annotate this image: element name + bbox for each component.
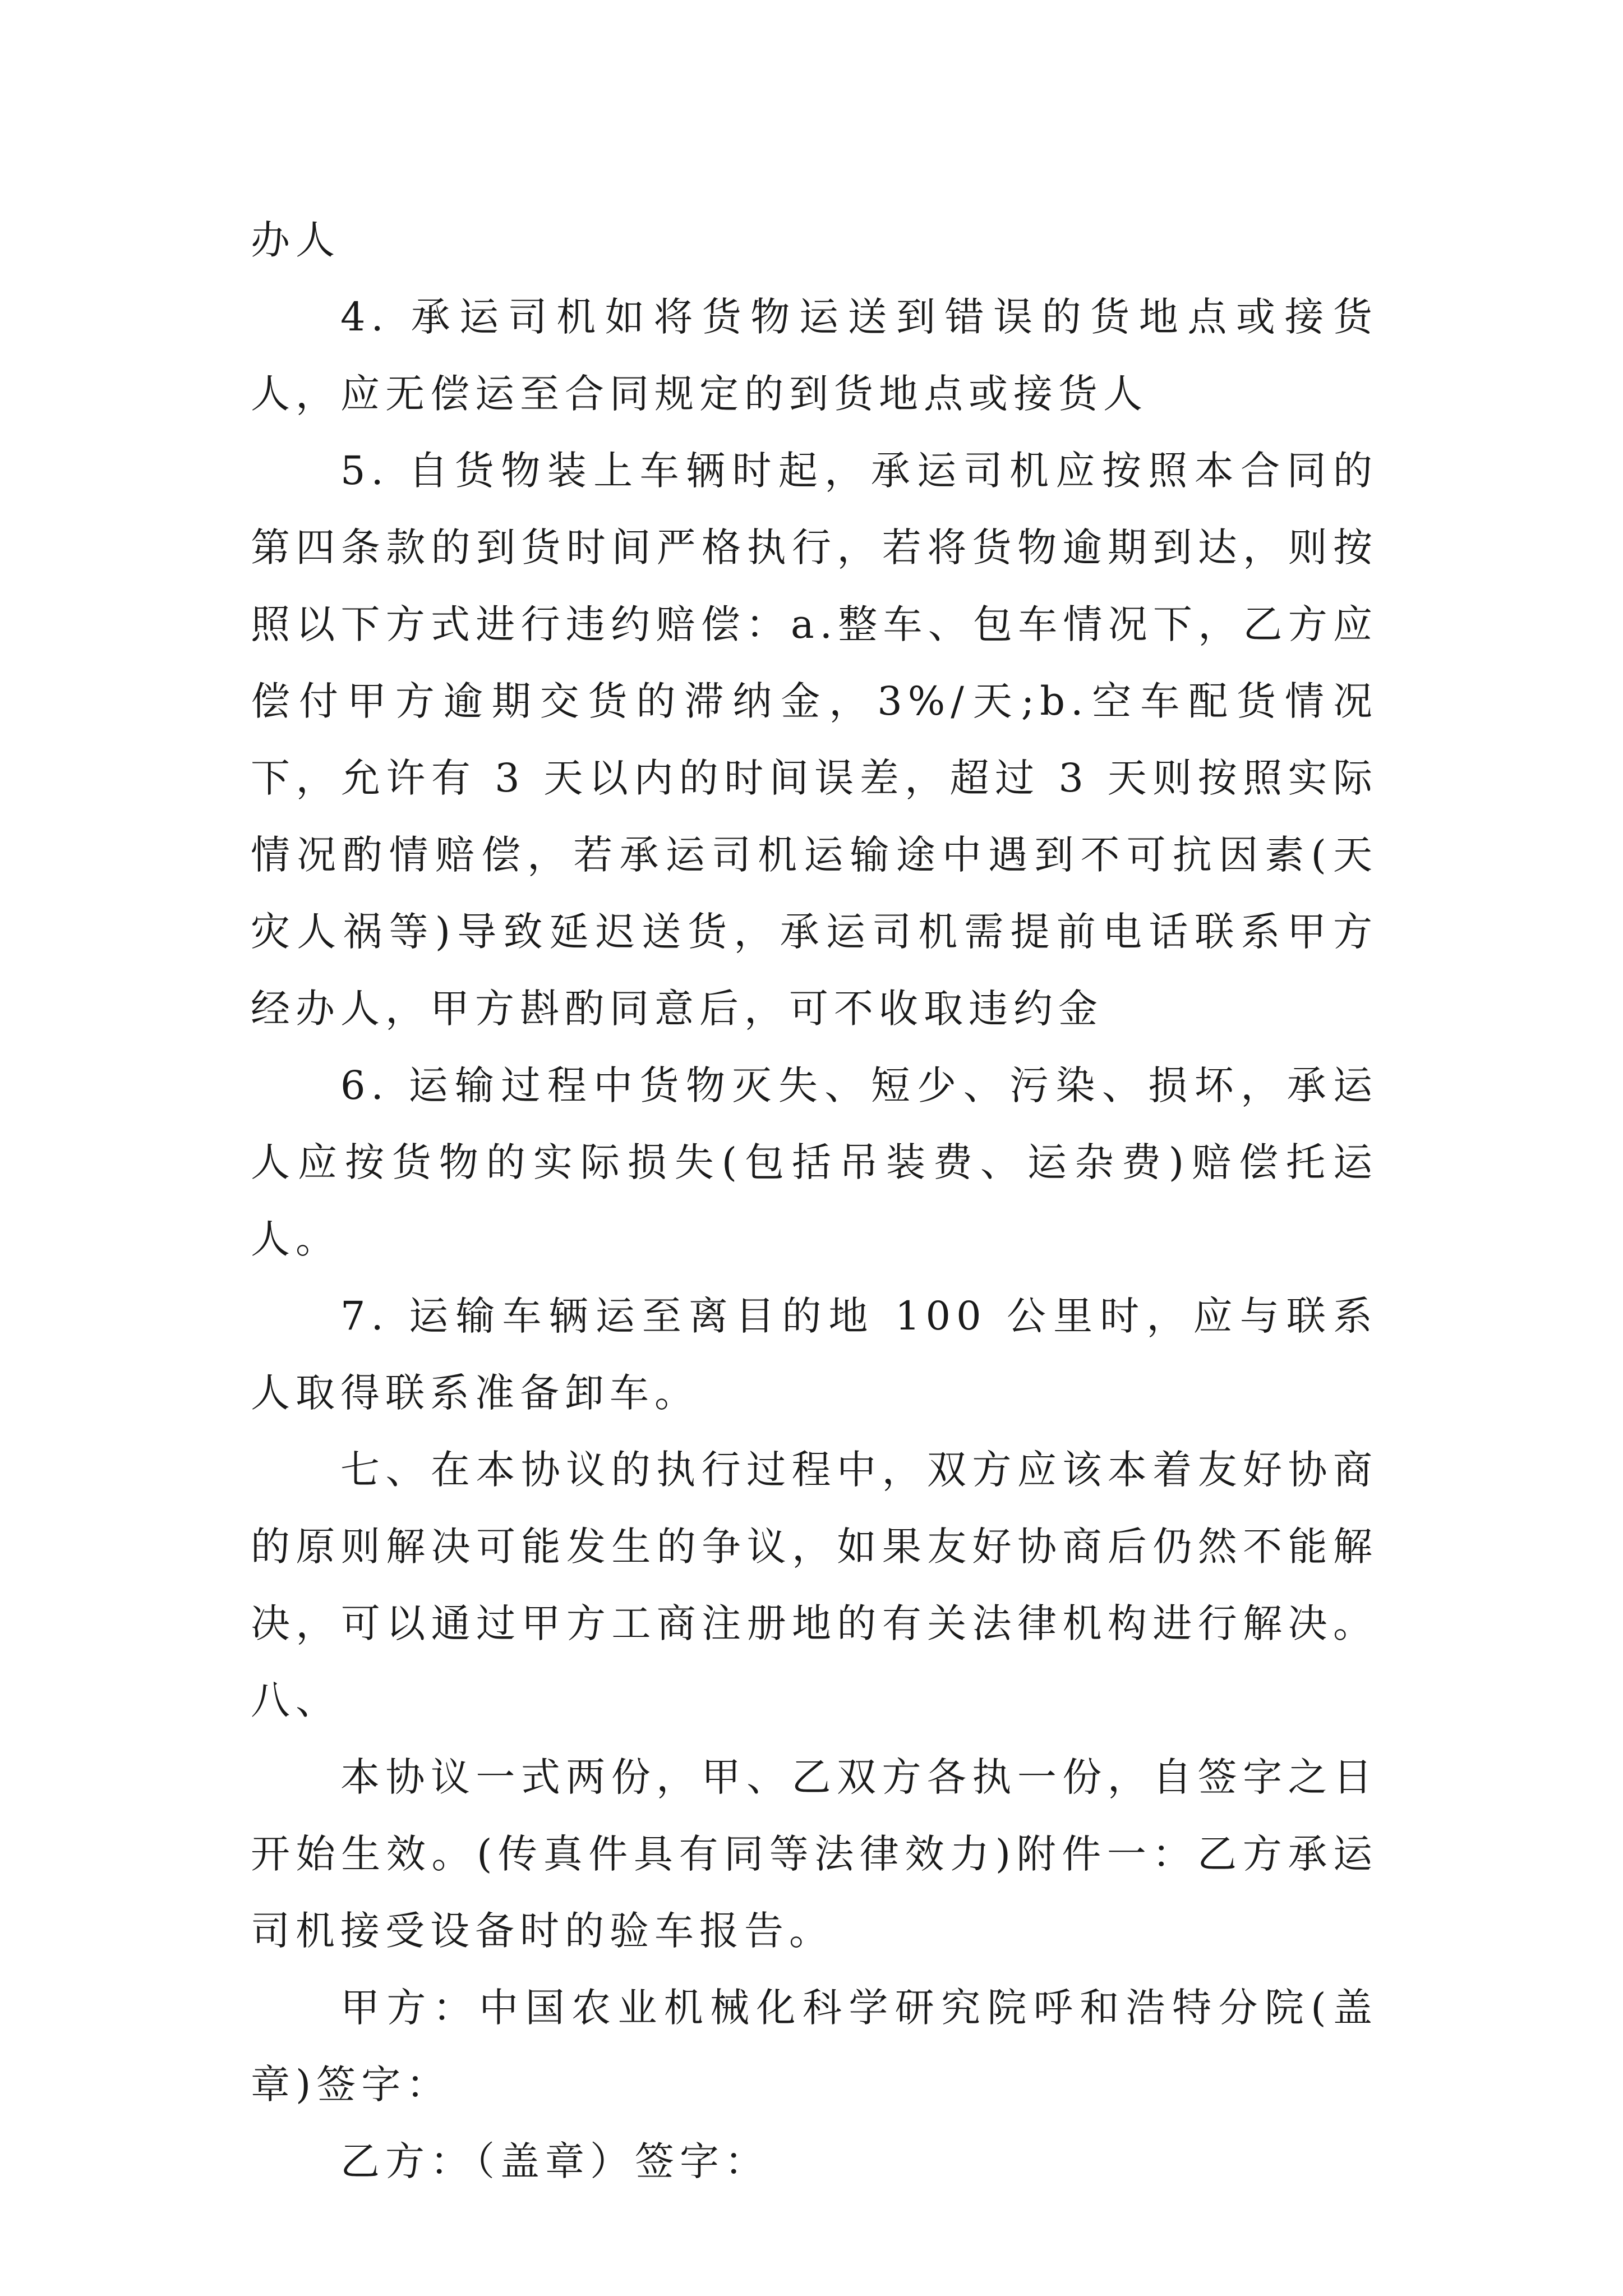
clause-6: 6. 运输过程中货物灭失、短少、污染、损坏，承运人应按货物的实际损失(包括吊装费、运杂费)赔偿托运人。 [251, 1062, 1378, 1262]
document-body [251, 202, 1378, 2200]
clause-7: 7. 运输车辆运至离目的地 100 公里时，应与联系人取得联系准备卸车。 [251, 1293, 1378, 1416]
section-7-dispute: 七、在本协议的执行过程中，双方应该本着友好协商的原则解决可能发生的争议，如果友好协商后仍然不能解决，可以通过甲方工商注册地的有关法律机构进行解决。 八、 [251, 1447, 1378, 1723]
paragraph-continuation: 办人 [251, 217, 340, 263]
section-8-copies: 本协议一式两份，甲、乙双方各执一份，自签字之日开始生效。(传真件具有同等法律效力)附件一：乙方承运司机接受设备时的验车报告。 [251, 1754, 1378, 1954]
clause-4: 4. 承运司机如将货物运送到错误的货地点或接货人，应无偿运至合同规定的到货地点或接货人 [251, 294, 1378, 417]
clause-5: 5. 自货物装上车辆时起，承运司机应按照本合同的第四条款的到货时间严格执行，若将货物逾期到达，则按照以下方式进行违约赔偿：a.整车、包车情况下，乙方应偿付甲方逾期交货的滞纳金，3%/天;b.空车配货情况下，允许有 3 天以内的时间误差，超过 3 天则按照实际情况酌情赔偿，若承运司机运输途中遇到不可抗因素(天灾人祸等)导致延迟送货，承运司机需提前电话联系甲方经办人，甲方斟酌同意后，可不收取违约金 [251, 448, 1378, 1032]
party-a-signature: 甲方：中国农业机械化科学研究院呼和浩特分院(盖章)签字： [251, 1985, 1378, 2108]
party-b-signature: 乙方：（盖章）签字： [340, 2138, 769, 2184]
